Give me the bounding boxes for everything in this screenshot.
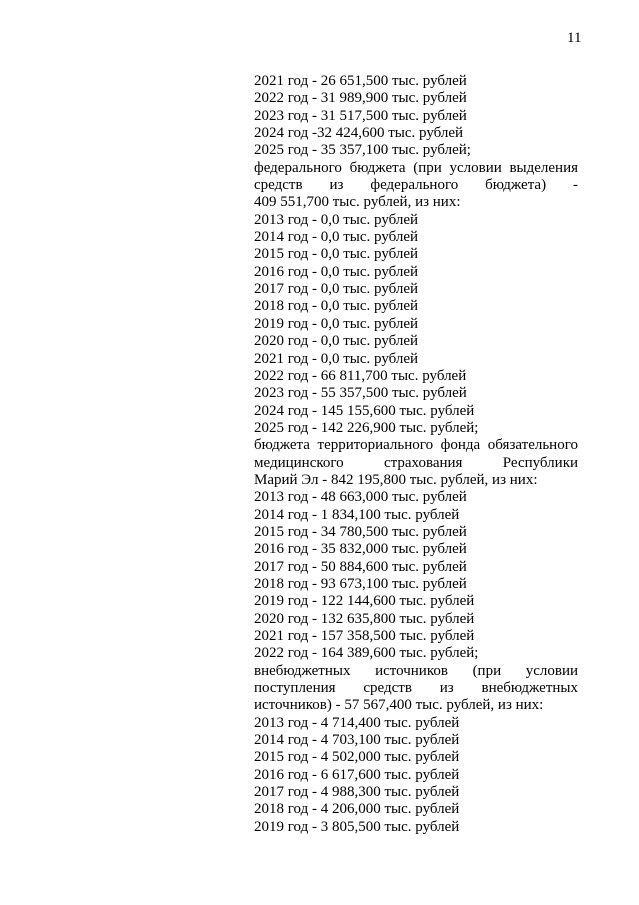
federal-heading-line-2 [254,177,578,194]
year-line-2024: 2024 год -32 424,600 тыс. рублей [254,125,464,142]
offbudget-year-line: 2018 год - 4 206,000 тыс. рублей [254,801,460,818]
offbudget-heading-word: источников [375,662,448,679]
federal-year-line: 2022 год - 66 811,700 тыс. рублей [254,367,467,384]
federal-heading-word: федерального [370,177,459,194]
offbudget-total: источников) - 57 567,400 тыс. рублей, из них: [254,697,544,714]
document-body [254,73,578,836]
federal-year-line: 2025 год - 142 226,900 тыс. рублей; [254,419,479,436]
tfoms-heading-word: Республики [502,454,579,471]
offbudget-heading-word: внебюджетных [254,662,351,679]
federal-year-line: 2015 год - 0,0 тыс. рублей [254,246,419,263]
page-number: 11 [567,30,582,46]
federal-heading-word: средств [254,177,303,194]
federal-heading-line-1: федерального бюджета (при условии выделения [254,159,578,176]
federal-total: 409 551,700 тыс. рублей, из них: [254,194,461,211]
federal-year-line: 2016 год - 0,0 тыс. рублей [254,263,419,280]
federal-year-line: 2021 год - 0,0 тыс. рублей [254,350,419,367]
federal-year-line: 2020 год - 0,0 тыс. рублей [254,333,419,350]
year-line-2023: 2023 год - 31 517,500 тыс. рублей [254,107,467,124]
tfoms-total: Марий Эл - 842 195,800 тыс. рублей, из них: [254,471,538,488]
tfoms-year-line: 2020 год - 132 635,800 тыс. рублей [254,610,475,627]
federal-heading-word: бюджета) [485,177,547,194]
year-line-2021: 2021 год - 26 651,500 тыс. рублей [254,73,467,89]
offbudget-heading-line-2 [254,680,578,697]
offbudget-heading-word: (при [472,662,502,679]
offbudget-year-line: 2013 год - 4 714,400 тыс. рублей [254,714,460,731]
offbudget-heading-word: из [439,680,454,697]
tfoms-year-line: 2015 год - 34 780,500 тыс. рублей [254,523,467,540]
tfoms-year-line: 2016 год - 35 832,000 тыс. рублей [254,541,467,558]
tfoms-year-line: 2018 год - 93 673,100 тыс. рублей [254,575,467,592]
offbudget-year-line: 2015 год - 4 502,000 тыс. рублей [254,749,460,766]
federal-year-line: 2014 год - 0,0 тыс. рублей [254,229,419,246]
tfoms-heading-word: страхования [383,454,463,471]
year-line-2022: 2022 год - 31 989,900 тыс. рублей [254,90,467,107]
offbudget-heading-word: поступления [254,680,336,697]
federal-year-line: 2013 год - 0,0 тыс. рублей [254,211,419,228]
tfoms-heading-word: медицинского [254,454,344,471]
offbudget-year-line: 2019 год - 3 805,500 тыс. рублей [254,818,460,835]
offbudget-year-line: 2017 год - 4 988,300 тыс. рублей [254,784,460,801]
federal-year-line: 2024 год - 145 155,600 тыс. рублей [254,402,475,419]
offbudget-year-line: 2016 год - 6 617,600 тыс. рублей [254,766,460,783]
tfoms-heading-line-2 [254,455,578,472]
federal-heading-word: из [329,177,344,194]
offbudget-year-line: 2014 год - 4 703,100 тыс. рублей [254,732,460,749]
offbudget-heading-line-1 [254,663,578,680]
tfoms-year-line: 2022 год - 164 389,600 тыс. рублей; [254,645,479,662]
federal-year-line: 2017 год - 0,0 тыс. рублей [254,281,419,298]
tfoms-year-line: 2014 год - 1 834,100 тыс. рублей [254,506,460,523]
federal-heading-word: - [573,177,579,194]
federal-year-line: 2023 год - 55 357,500 тыс. рублей [254,385,467,402]
tfoms-year-line: 2019 год - 122 144,600 тыс. рублей [254,593,475,610]
offbudget-heading-word: внебюджетных [481,680,578,697]
tfoms-year-line: 2021 год - 157 358,500 тыс. рублей [254,628,475,644]
offbudget-heading-word: средств [363,680,412,697]
tfoms-year-line: 2013 год - 48 663,000 тыс. рублей [254,489,467,506]
federal-year-line: 2019 год - 0,0 тыс. рублей [254,315,419,332]
year-line-2025: 2025 год - 35 357,100 тыс. рублей; [254,142,471,159]
federal-year-line: 2018 год - 0,0 тыс. рублей [254,298,419,315]
offbudget-heading-word: условии [525,662,579,679]
tfoms-year-line: 2017 год - 50 884,600 тыс. рублей [254,558,467,575]
tfoms-heading-line-1: бюджета территориального фонда обязательного [254,437,578,454]
